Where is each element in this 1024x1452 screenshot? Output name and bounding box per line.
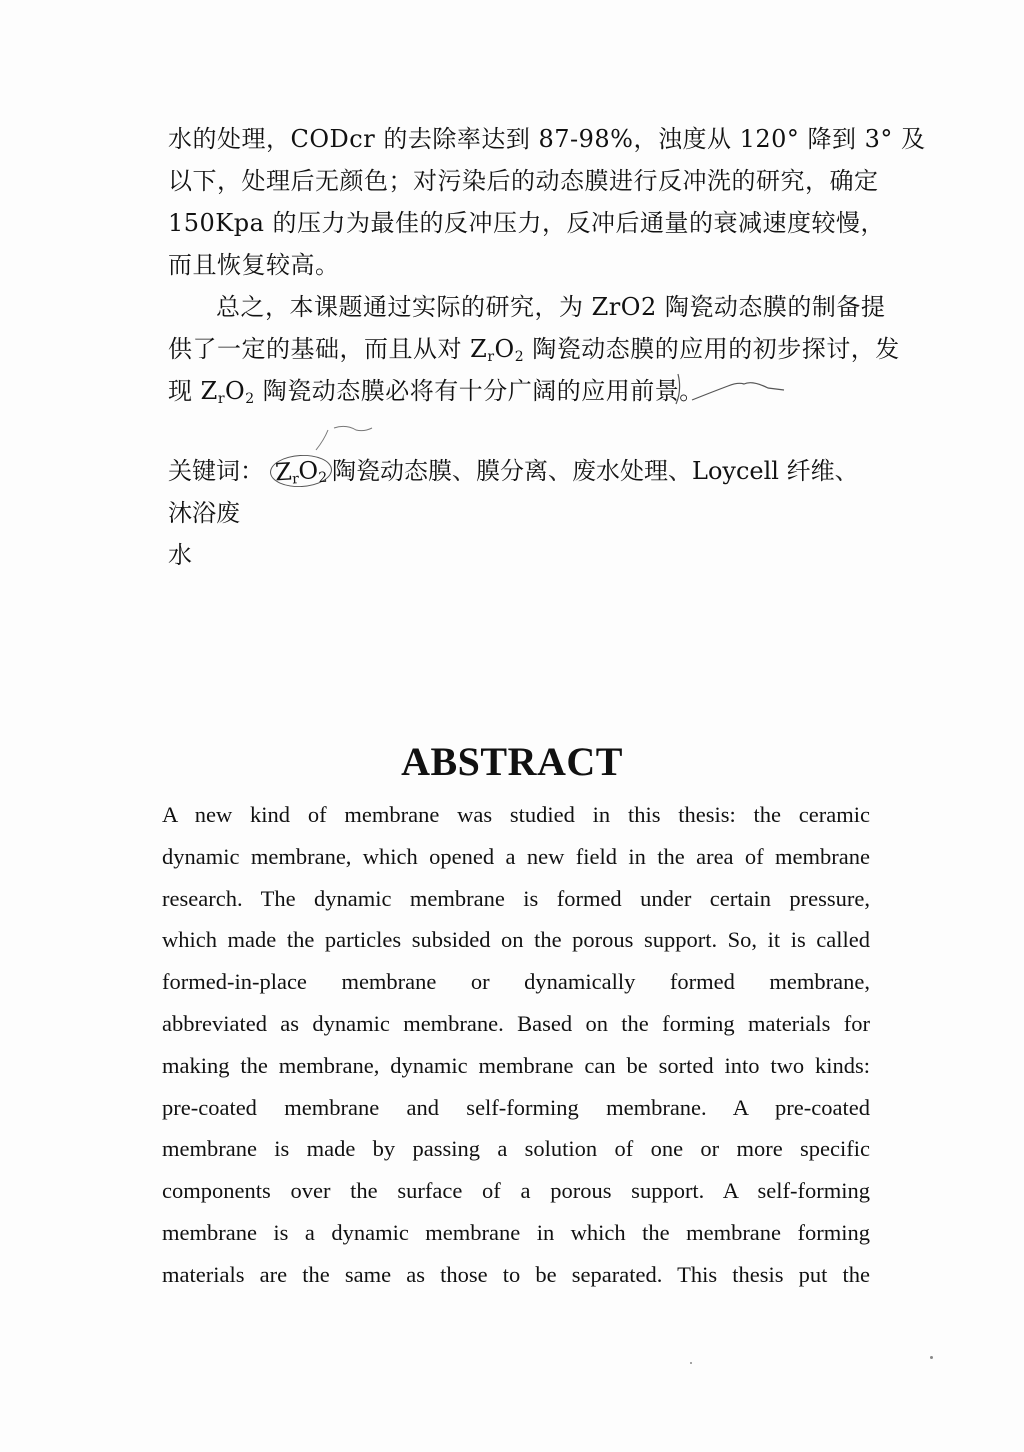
text-line: research. The dynamic membrane is formed under certain pressure, <box>162 885 870 911</box>
text-line: making the membrane, dynamic membrane can be sorted into two kinds: <box>162 1052 870 1078</box>
text-line: 水的处理，CODcr 的去除率达到 87-98%，浊度从 120° 降到 3° 及 <box>168 125 926 153</box>
keyword: 废水处理 <box>572 457 668 485</box>
text-line: 150Kpa 的压力为最佳的反冲压力，反冲后通量的衰减速度较慢， <box>168 209 886 237</box>
scan-speck <box>930 1356 933 1359</box>
text-fragment: O <box>494 335 515 363</box>
scan-speck <box>690 1362 692 1364</box>
text-line: membrane is a dynamic membrane in which the membrane forming <box>162 1219 870 1245</box>
separator: 、 <box>668 457 692 485</box>
text-fragment: 供了一定的基础，而且从对 Z <box>168 335 488 363</box>
abstract-title: ABSTRACT <box>401 739 623 784</box>
text-fragment: 陶瓷动态膜的应用的初步探讨，发 <box>524 335 900 363</box>
text-line: membrane is made by passing a solution of one or more specific <box>162 1136 870 1162</box>
text-line: formed-in-place membrane or dynamically formed membrane, <box>162 969 870 995</box>
subscript-r: r <box>487 349 495 365</box>
subscript-r: r <box>217 391 226 407</box>
text-fragment: 陶瓷动态膜必将有十分广阔的应用前景。 <box>254 377 704 405</box>
text-fragment: O <box>297 456 319 486</box>
text-line: components over the surface of a porous support. A self-forming <box>162 1178 870 1204</box>
text-line: A new kind of membrane was studied in this thesis: the ceramic <box>162 802 870 827</box>
text-line <box>168 328 900 370</box>
separator: 、 <box>834 457 859 485</box>
abstract-body <box>162 794 870 1296</box>
text-fragment: 现 Z <box>168 377 218 405</box>
pencil-annotation-icon <box>672 370 792 410</box>
subscript-2: 2 <box>245 391 255 407</box>
subscript-r: r <box>291 471 300 488</box>
chinese-paragraph-1 <box>168 118 926 286</box>
keyword: 膜分离 <box>476 457 548 485</box>
separator: 、 <box>548 457 572 485</box>
keyword: 沐浴废 <box>168 499 240 527</box>
circled-formula <box>269 453 333 488</box>
keywords-line <box>168 450 880 576</box>
text-line: 总之，本课题通过实际的研究，为 ZrO2 陶瓷动态膜的制备提 <box>216 293 886 321</box>
text-line: dynamic membrane, which opened a new field in the area of membrane <box>162 843 870 869</box>
text-fragment: Z <box>274 457 293 487</box>
keyword: 陶瓷动态膜 <box>332 457 452 485</box>
subscript-2: 2 <box>514 349 525 365</box>
text-line: pre-coated membrane and self-forming membrane. A pre-coated <box>162 1094 870 1120</box>
subscript-2: 2 <box>318 469 328 487</box>
separator: 、 <box>452 457 476 485</box>
text-line: 以下，处理后无颜色；对污染后的动态膜进行反冲洗的研究，确定 <box>168 167 879 195</box>
keywords-label: 关键词： <box>168 457 264 485</box>
text-line: which made the particles subsided on the porous support. So, it is called <box>162 927 870 953</box>
text-line: abbreviated as dynamic membrane. Based on the forming materials for <box>162 1010 870 1036</box>
keyword-continued: 水 <box>168 541 192 569</box>
text-fragment: O <box>225 377 246 405</box>
text-line: materials are the same as those to be separated. This thesis put the <box>162 1261 870 1287</box>
keyword: Loycell 纤维 <box>692 457 835 485</box>
text-line: 而且恢复较高。 <box>168 251 340 279</box>
